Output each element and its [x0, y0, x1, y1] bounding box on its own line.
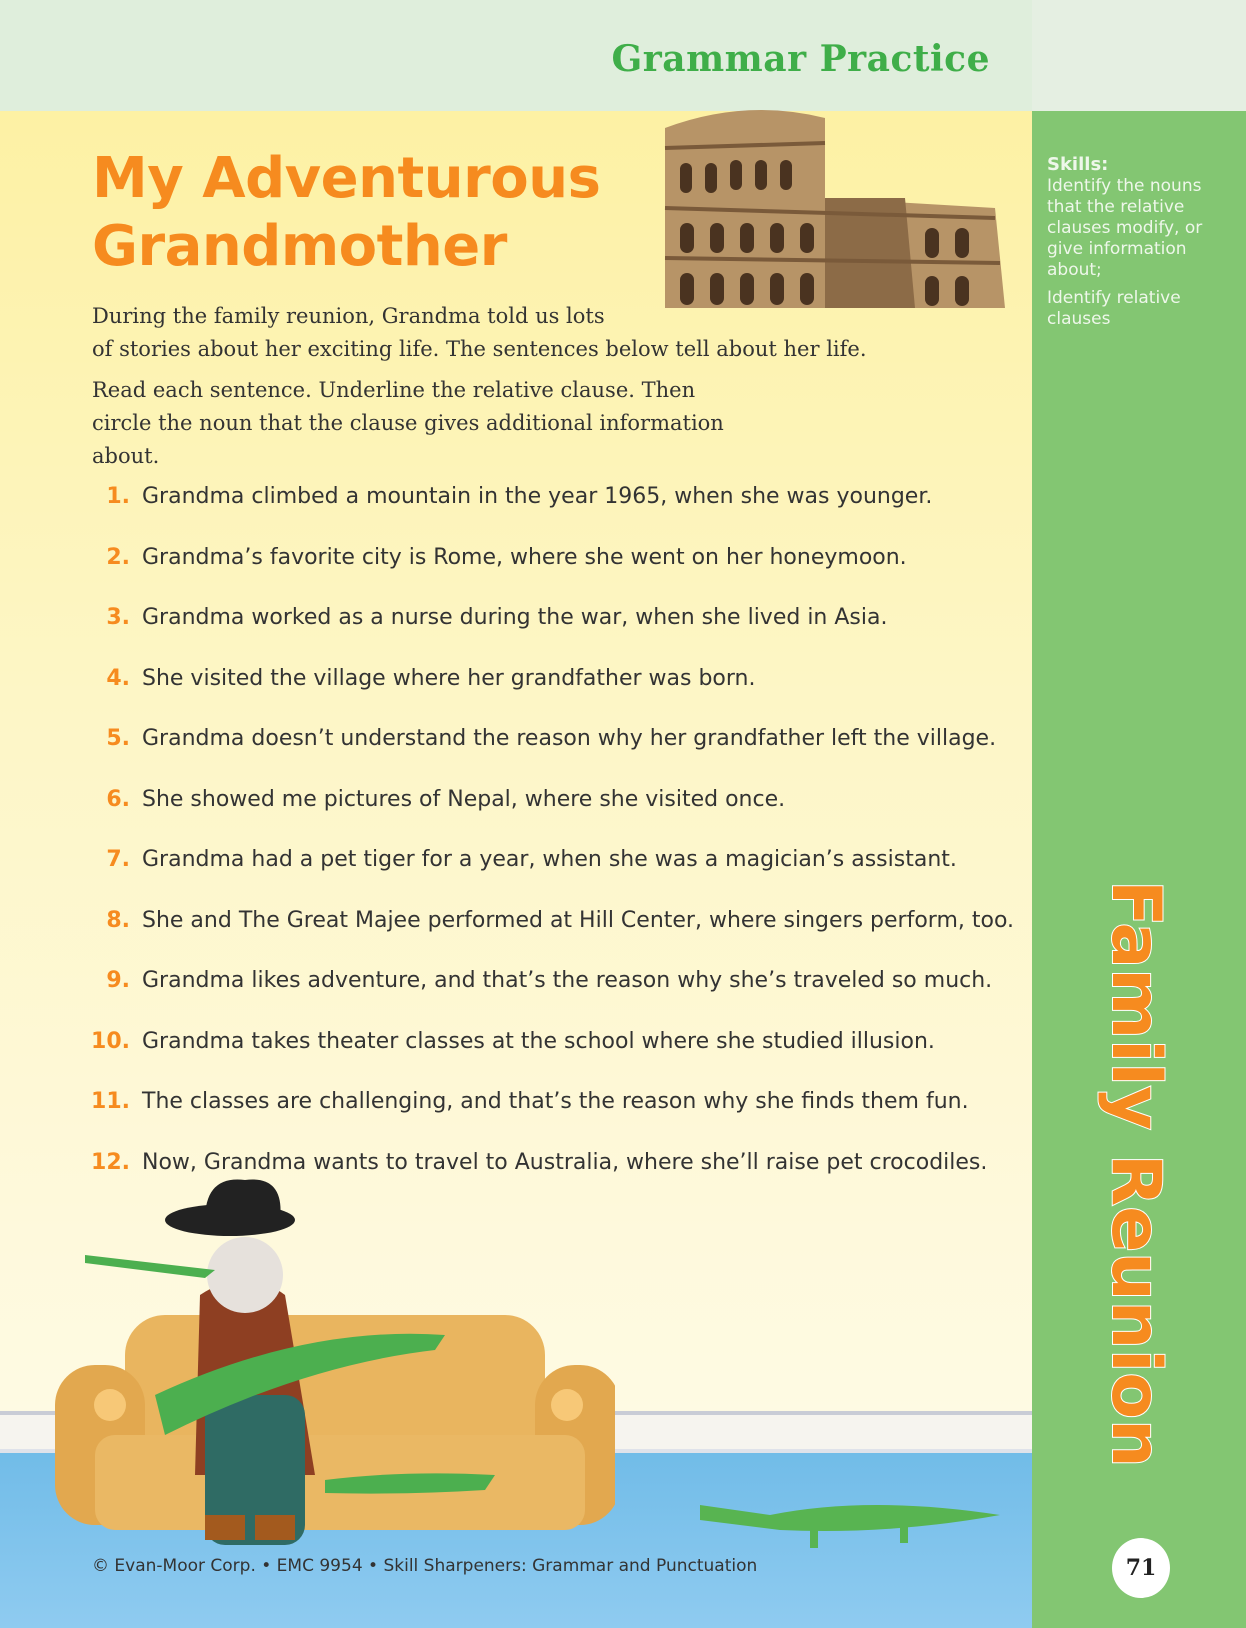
item-number: 2. — [106, 544, 130, 570]
skill-item: Identify relative clauses — [1047, 288, 1181, 329]
item-number: 1. — [106, 484, 130, 509]
item-sentence[interactable]: The classes are challenging, and that’s the reason why she finds them fun. — [142, 1089, 969, 1114]
sentence-item — [90, 787, 1014, 848]
sentence-list — [90, 484, 1014, 1210]
page-title: My Adventurous Grandmother — [92, 146, 601, 279]
item-sentence[interactable]: Grandma’s favorite city is Rome, where she went on her honeymoon. — [142, 544, 907, 570]
item-sentence[interactable]: She and The Great Majee performed at Hill Center, where singers perform, too. — [142, 907, 1015, 933]
skills-heading: Skills: — [1047, 154, 1109, 175]
colosseum-illustration — [655, 98, 1007, 313]
sentence-item — [90, 908, 1014, 969]
header-band — [0, 0, 1032, 111]
item-sentence[interactable]: Grandma doesn’t understand the reason why her grandfather left the village. — [142, 726, 997, 751]
directions: Read each sentence. Underline the relative clause. Then circle the noun that the clause gives additional information about. — [92, 378, 724, 468]
item-number: 8. — [106, 907, 130, 933]
item-sentence[interactable]: Grandma likes adventure, and that’s the reason why she’s traveled so much. — [142, 968, 993, 993]
item-sentence[interactable]: Grandma takes theater classes at the school where she studied illusion. — [142, 1028, 935, 1054]
sentence-item — [90, 605, 1014, 666]
item-number: 5. — [106, 726, 130, 751]
sentence-item — [90, 484, 1014, 545]
item-sentence[interactable]: Grandma worked as a nurse during the war, when she lived in Asia. — [142, 605, 888, 630]
item-sentence[interactable]: She showed me pictures of Nepal, where she visited once. — [142, 786, 786, 812]
item-sentence[interactable]: Grandma had a pet tiger for a year, when she was a magician’s assistant. — [142, 847, 957, 872]
item-number: 7. — [106, 847, 130, 872]
sentence-item — [90, 545, 1014, 606]
skill-item: Identify the nouns that the relative clauses modify, or give information about; — [1047, 176, 1203, 280]
item-sentence[interactable]: Grandma climbed a mountain in the year 1965, when she was younger. — [142, 484, 933, 509]
unit-title: Family Reunion — [1096, 880, 1175, 1468]
item-sentence[interactable]: She visited the village where her grandfather was born. — [142, 665, 756, 691]
item-number: 9. — [106, 968, 130, 993]
sentence-item — [90, 726, 1014, 787]
crocodile-illustration — [690, 1475, 1010, 1555]
sentence-item — [90, 847, 1014, 908]
item-number: 11. — [91, 1089, 130, 1114]
sentence-item — [90, 1029, 1014, 1090]
item-number: 12. — [91, 1149, 130, 1175]
page-number: 71 — [1112, 1538, 1170, 1598]
sentence-item — [90, 968, 1014, 1029]
sentence-item — [90, 666, 1014, 727]
instructions: During the family reunion, Grandma told us lots of stories about her exciting life. The sentences below tell about her life. Read each sentence. Underline the relative clause. Then circle the noun that the clause gives additional information about. — [92, 300, 892, 481]
sentence-item — [90, 1089, 1014, 1150]
item-number: 3. — [106, 605, 130, 630]
grandma-couch-illustration — [55, 1175, 615, 1545]
item-number: 6. — [106, 786, 130, 812]
copyright-footer: © Evan-Moor Corp. • EMC 9954 • Skill Sharpeners: Grammar and Punctuation — [92, 1556, 758, 1576]
item-number: 10. — [91, 1028, 130, 1054]
section-title: Grammar Practice — [611, 38, 990, 80]
item-number: 4. — [106, 665, 130, 691]
skills-box — [1047, 154, 1237, 337]
item-sentence[interactable]: Now, Grandma wants to travel to Australia, where she’ll raise pet crocodiles. — [142, 1149, 988, 1175]
